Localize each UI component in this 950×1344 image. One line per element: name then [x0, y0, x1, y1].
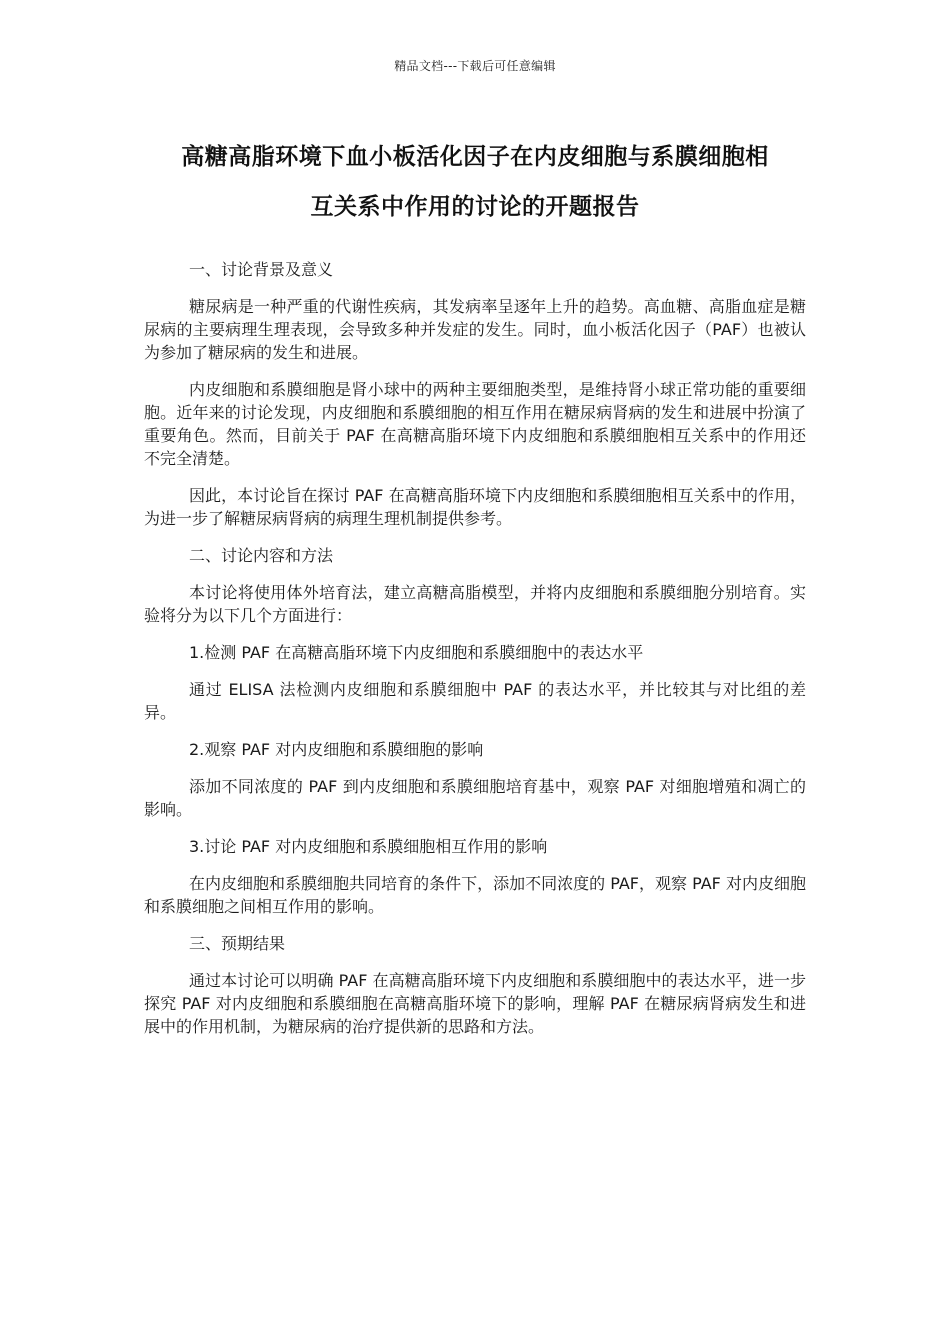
document-body [144, 258, 806, 1052]
paragraph-expected-results: 通过本讨论可以明确 PAF 在高糖高脂环境下内皮细胞和系膜细胞中的表达水平，进一步探究 PAF 对内皮细胞和系膜细胞在高糖高脂环境下的影响，理解 PAF 在糖尿病肾病发生和进展中的作用机制，为糖尿病的治疗提供新的思路和方法。 [144, 971, 806, 1036]
section-heading-background: 一、讨论背景及意义 [189, 260, 334, 279]
document-title-line-1: 高糖高脂环境下血小板活化因子在内皮细胞与系膜细胞相 [181, 144, 769, 170]
document-title-line-2: 互关系中作用的讨论的开题报告 [310, 194, 640, 220]
method-item-2-description: 添加不同浓度的 PAF 到内皮细胞和系膜细胞培育基中，观察 PAF 对细胞增殖和凋亡的影响。 [144, 777, 806, 819]
method-item-3-description: 在内皮细胞和系膜细胞共同培育的条件下，添加不同浓度的 PAF，观察 PAF 对内皮细胞和系膜细胞之间相互作用的影响。 [144, 874, 806, 916]
paragraph-background-2: 内皮细胞和系膜细胞是肾小球中的两种主要细胞类型，是维持肾小球正常功能的重要细胞。近年来的讨论发现，内皮细胞和系膜细胞的相互作用在糖尿病肾病的发生和进展中扮演了重要角色。然而，目前关于 PAF 在高糖高脂环境下内皮细胞和系膜细胞相互关系中的作用还不完全清楚。 [144, 380, 806, 468]
section-heading-methods: 二、讨论内容和方法 [189, 546, 334, 565]
page-header: 精品文档---下载后可任意编辑 [394, 59, 556, 73]
paragraph-background-1: 糖尿病是一种严重的代谢性疾病，其发病率呈逐年上升的趋势。高血糖、高脂血症是糖尿病的主要病理生理表现，会导致多种并发症的发生。同时，血小板活化因子（PAF）也被认为参加了糖尿病的发生和进展。 [144, 297, 806, 362]
paragraph-background-3: 因此，本讨论旨在探讨 PAF 在高糖高脂环境下内皮细胞和系膜细胞相互关系中的作用，为进一步了解糖尿病肾病的病理生理机制提供参考。 [144, 486, 806, 528]
method-item-2-title: 2.观察 PAF 对内皮细胞和系膜细胞的影响 [189, 740, 484, 759]
method-item-1-description: 通过 ELISA 法检测内皮细胞和系膜细胞中 PAF 的表达水平，并比较其与对比组的差异。 [144, 680, 806, 722]
section-heading-expected-results: 三、预期结果 [189, 934, 286, 953]
document-title [135, 132, 815, 232]
method-item-3-title: 3.讨论 PAF 对内皮细胞和系膜细胞相互作用的影响 [189, 837, 548, 856]
paragraph-methods-intro: 本讨论将使用体外培育法，建立高糖高脂模型，并将内皮细胞和系膜细胞分别培育。实验将分为以下几个方面进行： [144, 583, 806, 625]
method-item-1-title: 1.检测 PAF 在高糖高脂环境下内皮细胞和系膜细胞中的表达水平 [189, 643, 644, 662]
